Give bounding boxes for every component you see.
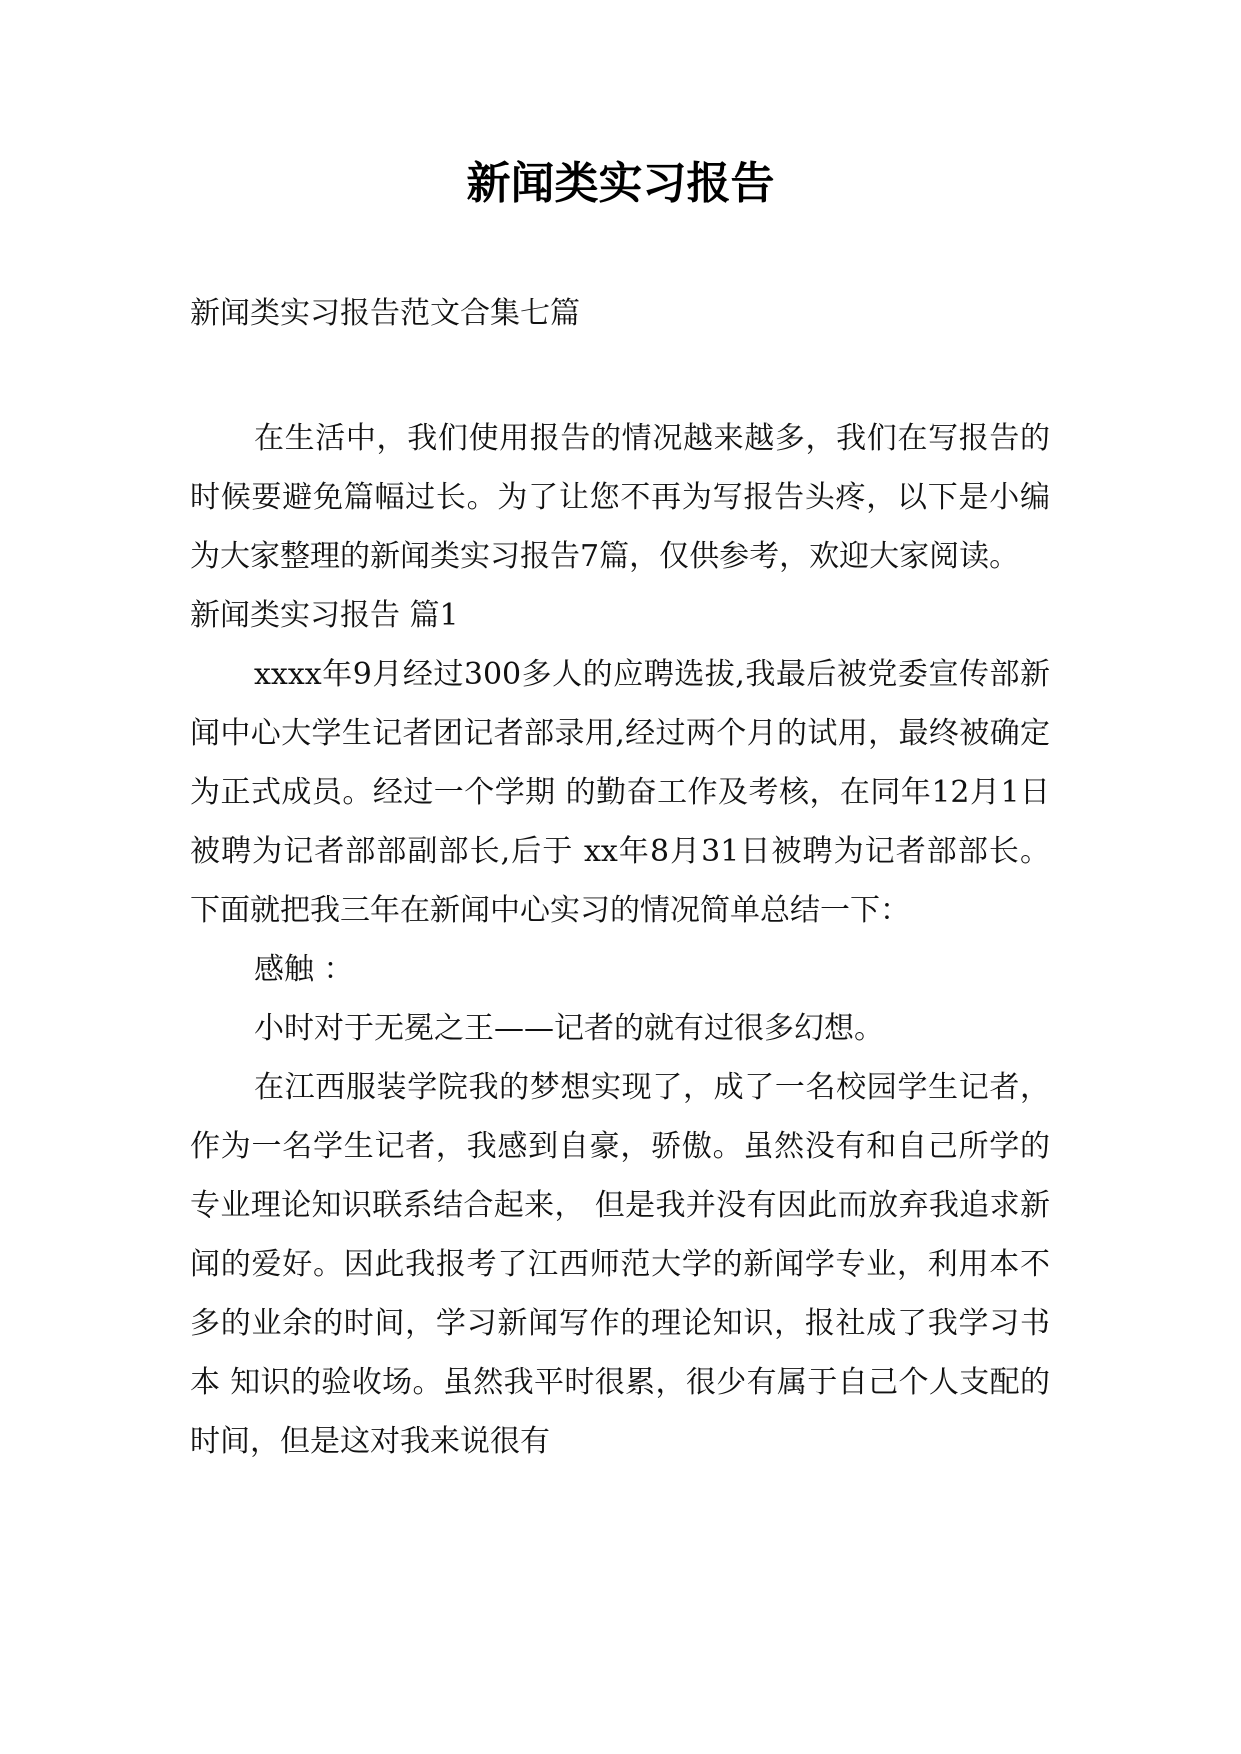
body-paragraph: xxxx年9月经过300多人的应聘选拔,我最后被党委宣传部新闻中心大学生记者团记者部录用,经过两个月的试用，最终被确定为正式成员。经过一个学期 的勤奋工作及考核，在同年12月1日被聘为记者部部副部长,后于 xx年8月31日被聘为记者部部长。下面就把我三年在新闻中心实习的情况简单总结一下： (190, 657, 1050, 928)
document-title: 新闻类实习报告 (466, 158, 775, 209)
body-paragraph: 感触 ： (254, 952, 354, 987)
section-heading: 新闻类实习报告 篇1 (190, 598, 459, 633)
document-subtitle: 新闻类实习报告范文合集七篇 (190, 296, 580, 331)
document-body (190, 409, 1050, 1471)
body-paragraph: 小时对于无冕之王——记者的就有过很多幻想。 (254, 1011, 884, 1046)
body-paragraph: 在江西服装学院我的梦想实现了，成了一名校园学生记者，作为一名学生记者，我感到自豪，骄傲。虽然没有和自己所学的专业理论知识联系结合起来， 但是我并没有因此而放弃我追求新闻的爱好。因此我报考了江西师范大学的新闻学专业，利用本不多的业余的时间，学习新闻写作的理论知识，报社成了我学习书本 知识的验收场。虽然我平时很累，很少有属于自己个人支配的时间，但是这对我来说很有 (190, 1070, 1050, 1459)
intro-paragraph: 在生活中，我们使用报告的情况越来越多，我们在写报告的时候要避免篇幅过长。为了让您不再为写报告头疼，以下是小编为大家整理的新闻类实习报告7篇，仅供参考，欢迎大家阅读。 (190, 421, 1050, 574)
